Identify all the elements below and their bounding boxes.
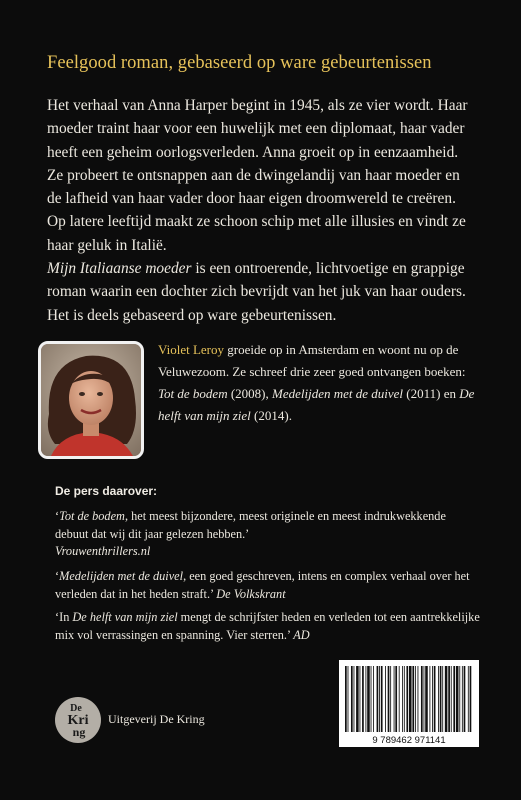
barcode-bar [470,666,472,732]
press-heading: De pers daarover: [55,484,158,498]
barcode-bar [388,666,390,732]
barcode-bar [468,666,469,732]
barcode-bar [432,666,433,732]
press-quote-3 [55,609,480,644]
barcode-bar [362,666,364,732]
author-bio-text: (2011) en [403,386,460,401]
synopsis-text-continued: is een ontroerende, lichtvoetige en grappige roman waarin een dochter zich bevrijdt van het juk van haar ouders. Het is deels gebaseerd op ware gebeurtenissen. [47,260,466,324]
synopsis [47,94,477,327]
publisher-logo [54,696,102,744]
barcode-bar [394,666,395,732]
synopsis-book-title: Mijn Italiaanse moeder [47,260,192,278]
barcode-bar [438,666,439,732]
logo-text-mid: Kri [67,713,89,728]
publisher-name: Uitgeverij De Kring [108,712,205,726]
author-photo [38,341,144,459]
barcode-bar [395,666,397,732]
barcode-bar [464,666,466,732]
barcode-bars [345,666,471,732]
barcode-bar [421,666,423,732]
barcode-bar [434,666,436,732]
quote-text: , een goed geschreven, intens en complex verhaal over het verleden dat in het heden straft.’ [55,569,470,601]
barcode-bar [451,666,452,732]
logo-text-bottom: ng [72,725,86,739]
quote-mark: ‘ [55,509,60,523]
headline: Feelgood roman, gebaseerd op ware gebeurtenissen [47,53,432,73]
barcode-bar [456,666,459,732]
quote-text: , het meest bijzondere, meest originele en meest indrukwekkende debuut dat wij dit jaar gelezen hebben.’ [55,509,446,541]
quote-mark: ‘ [55,569,60,583]
barcode-bar [442,666,443,732]
barcode-graphic [339,660,479,747]
barcode-bar [351,666,353,732]
barcode-bar [459,666,460,732]
quote-book-title: Medelijden met de duivel [59,569,184,583]
barcode-bar [402,666,403,732]
barcode-bar [448,666,450,732]
barcode-bar [453,666,455,732]
barcode-bar [367,666,370,732]
synopsis-text: Het verhaal van Anna Harper begint in 1945, als ze vier wordt. Haar moeder traint haar voor een huwelijk met een diplomaat, haar vader heeft een geheim oorlogsverleden. Anna groeit op in eenzaamheid. Ze probeert te ontsnappen aan de dwingelandij van haar moeder en de lafheid van haar vader door haar eigen droomwereld te creëren. Op latere leeftijd maakt ze schoon schip met alle illusies en vindt ze haar geluk in Italië. [47,97,468,254]
book-title-1: Tot de bodem [158,386,228,401]
barcode-bar [373,666,374,732]
quote-mark: ‘In [55,610,73,624]
quote-source: Vrouwenthrillers.nl [55,544,151,558]
barcode-bar [418,666,419,732]
barcode-bar [381,666,383,732]
quote-book-title: Tot de bodem [59,509,125,523]
book-title-3: De helft van mijn ziel [158,386,475,423]
barcode-bar [348,666,349,732]
barcode-bar [415,666,416,732]
barcode-bar [424,666,425,732]
barcode-bar [409,666,412,732]
barcode-bar [406,666,408,732]
press-quote-2 [55,568,480,603]
barcode-bar [429,666,430,732]
author-bio-text: (2008), [227,386,272,401]
author-portrait-image [41,344,141,456]
barcode-bar [356,666,359,732]
quote-text: mengt de schrijfster heden en verleden tot een aantrekkelijke mix vol verrassingen en spanning. Vier sterren.’ [55,610,480,642]
barcode-bar [390,666,391,732]
press-quote-1 [55,508,480,561]
barcode-bar [385,666,386,732]
barcode-bar [377,666,379,732]
barcode-bar [399,666,400,732]
quote-book-title: De helft van mijn ziel [72,610,178,624]
barcode-number: 9 789462 971141 [372,735,446,746]
barcode-bar [371,666,372,732]
barcode-bar [440,666,442,732]
barcode-bar [345,666,347,732]
barcode-bar [412,666,414,732]
publisher-logo-icon [54,696,102,744]
author-bio-text: (2014). [250,408,292,423]
author-name: Violet Leroy [158,342,225,357]
barcode [339,660,479,747]
barcode-bar [365,666,366,732]
author-bio-text: groeide op in Amsterdam en woont nu op de Veluwezoom. Ze schreef drie zeer goed ontvangen boeken: [158,342,466,379]
author-bio [158,339,478,427]
barcode-bar [425,666,428,732]
barcode-bar [445,666,448,732]
book-title-2: Medelijden met de duivel [272,386,404,401]
barcode-bar [354,666,355,732]
barcode-bar [379,666,380,732]
quote-source: AD [293,627,310,642]
barcode-bar [360,666,361,732]
quote-source: De Volkskrant [216,586,286,601]
barcode-bar [404,666,405,732]
barcode-bar [462,666,463,732]
logo-text-top: De [70,703,82,714]
